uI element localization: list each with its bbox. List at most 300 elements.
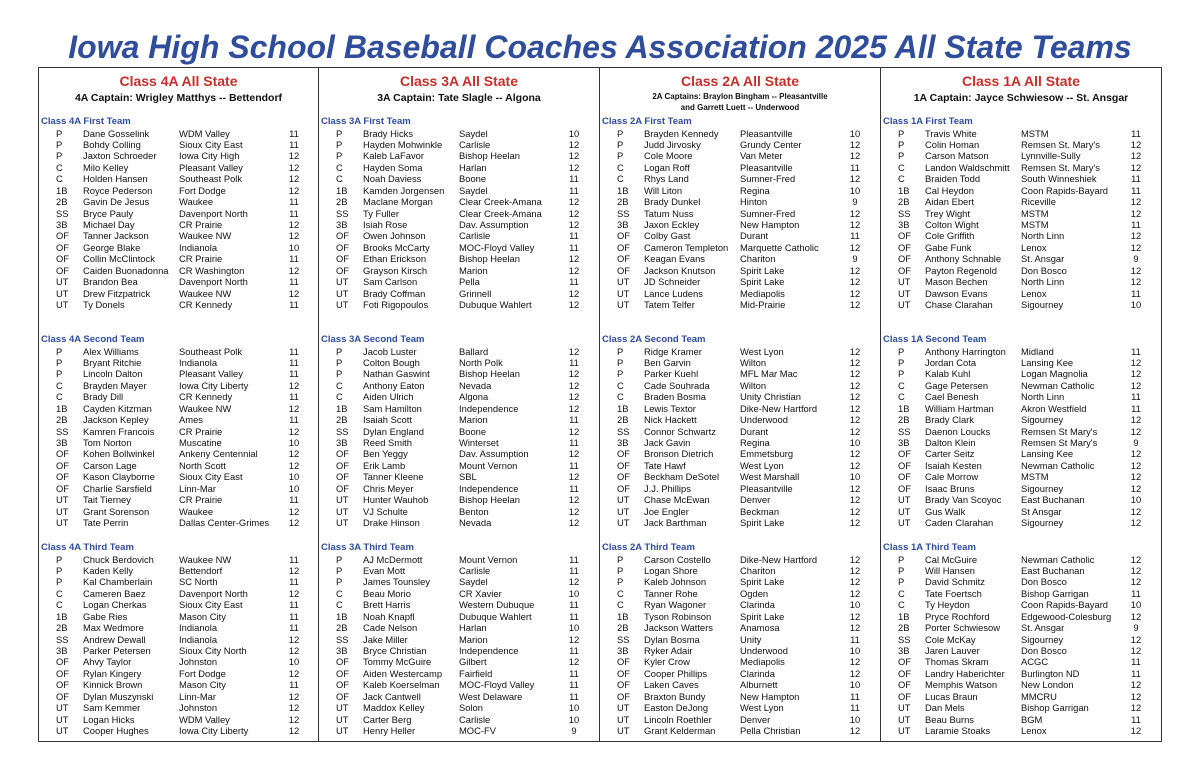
grade: 12 xyxy=(288,690,300,702)
player-name: Kaleb Koerselman xyxy=(363,679,440,691)
player-name: Tyson Robinson xyxy=(644,610,712,622)
player-row xyxy=(600,253,880,264)
player-row xyxy=(600,494,880,505)
school-name: Alburnett xyxy=(740,679,778,691)
position: UT xyxy=(56,702,69,714)
player-name: Grant Sorenson xyxy=(83,505,150,517)
player-row xyxy=(881,380,1161,391)
position: 3B xyxy=(898,645,910,656)
grade: 11 xyxy=(850,690,860,702)
position: OF xyxy=(56,448,70,460)
grade: 12 xyxy=(849,505,861,517)
player-name: Colton Wight xyxy=(925,219,979,230)
school-name: New Hampton xyxy=(740,219,800,230)
player-name: Dane Gosselink xyxy=(83,127,150,139)
school-name: Don Bosco xyxy=(1021,576,1067,588)
player-name: Brady Clark xyxy=(925,414,974,426)
player-row xyxy=(600,576,880,587)
position: 1B xyxy=(617,184,629,196)
position: C xyxy=(336,173,343,185)
school-name: Lenox xyxy=(1021,241,1047,253)
position: C xyxy=(898,391,905,403)
player-row xyxy=(881,426,1161,437)
grade: 11 xyxy=(850,633,860,645)
position: OF xyxy=(617,471,631,483)
player-name: Jacob Luster xyxy=(363,345,417,357)
team-heading: Class 4A Third Team xyxy=(41,542,134,553)
player-name: Logan Cherkas xyxy=(83,599,147,611)
grade: 11 xyxy=(569,414,579,426)
player-name: Anthony Schnable xyxy=(925,253,1002,265)
grade: 11 xyxy=(289,414,299,426)
grade: 10 xyxy=(288,482,300,494)
position: P xyxy=(336,576,343,588)
team-section xyxy=(881,116,1161,311)
position: UT xyxy=(617,505,630,517)
class-title: Class 4A All State xyxy=(119,73,238,89)
player-row xyxy=(881,208,1161,219)
player-row xyxy=(881,196,1161,207)
player-name: Foti Rigopoulos xyxy=(363,299,429,311)
player-name: Evan Mott xyxy=(363,564,406,576)
grade: 12 xyxy=(288,264,300,276)
position: C xyxy=(336,599,343,611)
position: OF xyxy=(617,690,631,702)
player-name: Sam Carlson xyxy=(363,276,418,288)
grade: 12 xyxy=(849,656,861,668)
position: C xyxy=(617,173,624,185)
school-name: Waukee NW xyxy=(179,230,232,242)
player-name: Lincoln Roethler xyxy=(644,713,712,725)
position: UT xyxy=(336,505,349,517)
player-row xyxy=(600,368,880,379)
player-name: Cal McGuire xyxy=(925,553,978,565)
player-row xyxy=(881,139,1161,150)
player-row xyxy=(881,414,1161,425)
position: SS xyxy=(898,207,911,219)
position: 3B xyxy=(336,437,348,448)
position: C xyxy=(617,587,624,599)
player-row xyxy=(600,622,880,633)
position: P xyxy=(56,150,63,162)
player-name: Bryant Ritchie xyxy=(83,356,142,368)
grade: 11 xyxy=(289,576,299,588)
grade: 10 xyxy=(568,587,580,599)
position: 1B xyxy=(56,610,68,622)
player-name: David Schmitz xyxy=(925,576,985,588)
school-name: Clear Creek-Amana xyxy=(459,196,542,208)
school-name: CR Xavier xyxy=(459,587,502,599)
grade: 11 xyxy=(289,276,299,288)
grade: 11 xyxy=(569,553,579,565)
player-name: Braden Bosma xyxy=(644,391,707,403)
grade: 12 xyxy=(288,505,300,517)
player-row xyxy=(319,346,599,357)
player-row xyxy=(39,702,318,713)
player-name: Lincoln Dalton xyxy=(83,368,143,380)
school-name: MOC-Floyd Valley xyxy=(459,679,535,691)
player-row xyxy=(600,162,880,173)
player-row xyxy=(600,611,880,622)
player-row xyxy=(39,403,318,414)
school-name: ACGC xyxy=(1021,656,1049,668)
player-name: Grayson Kirsch xyxy=(363,264,428,276)
grade: 12 xyxy=(568,138,580,150)
player-name: Jordan Cota xyxy=(925,356,977,368)
grade: 10 xyxy=(288,241,300,253)
school-name: Dike-New Hartford xyxy=(740,402,818,414)
school-name: West Lyon xyxy=(740,702,784,714)
player-row xyxy=(600,414,880,425)
player-row xyxy=(39,265,318,276)
position: SS xyxy=(336,425,349,437)
player-row xyxy=(319,219,599,230)
player-name: Kyler Crow xyxy=(644,656,690,668)
school-name: West Marshall xyxy=(740,471,800,483)
position: 1B xyxy=(898,610,910,622)
school-name: Emmetsburg xyxy=(740,448,794,460)
school-name: West Lyon xyxy=(740,459,784,471)
grade: 12 xyxy=(288,459,300,471)
player-row xyxy=(39,599,318,610)
team-heading: Class 1A Third Team xyxy=(883,542,976,553)
grade: 11 xyxy=(569,459,579,471)
position: OF xyxy=(336,253,350,265)
player-row xyxy=(39,611,318,622)
player-name: Cade Nelson xyxy=(363,622,418,634)
player-name: Alex Williams xyxy=(83,345,139,357)
position: OF xyxy=(336,459,350,471)
player-name: Isiah Rose xyxy=(363,219,408,230)
player-name: Memphis Watson xyxy=(925,679,998,691)
grade: 11 xyxy=(569,667,579,679)
position: OF xyxy=(336,656,350,668)
player-name: Daenon Loucks xyxy=(925,425,991,437)
player-name: Isaiah Scott xyxy=(363,414,412,426)
grade: 11 xyxy=(1131,713,1141,725)
class-title: Class 1A All State xyxy=(961,73,1080,89)
team-heading: Class 3A Third Team xyxy=(321,542,414,553)
player-row xyxy=(881,517,1161,528)
position: C xyxy=(898,587,905,599)
player-name: Brett Harris xyxy=(363,599,411,611)
captain-line-2: and Garrett Luett -- Underwood xyxy=(680,103,800,112)
school-name: MOC-Floyd Valley xyxy=(459,241,535,253)
school-name: Indianola xyxy=(179,356,218,368)
school-name: Remsen St Mary's xyxy=(1021,437,1098,448)
school-name: Lansing Kee xyxy=(1021,356,1074,368)
grade: 12 xyxy=(568,656,580,668)
player-row xyxy=(600,242,880,253)
player-row xyxy=(881,611,1161,622)
school-name: SC North xyxy=(179,576,218,588)
player-row xyxy=(881,576,1161,587)
position: C xyxy=(898,379,905,391)
player-name: Cal Heydon xyxy=(925,184,974,196)
player-row xyxy=(881,150,1161,161)
position: OF xyxy=(56,656,70,668)
captain-line: 1A Captain: Jayce Schwiesow -- St. Ansgar xyxy=(913,92,1129,104)
player-name: Lucas Braun xyxy=(925,690,978,702)
position: P xyxy=(336,553,343,565)
grade: 12 xyxy=(849,459,861,471)
grade: 10 xyxy=(1130,494,1142,506)
player-name: Chase McEwan xyxy=(644,494,710,506)
position: UT xyxy=(336,517,349,529)
player-row xyxy=(881,391,1161,402)
position: P xyxy=(617,345,624,357)
player-name: Drake Hinson xyxy=(363,517,420,529)
position: 1B xyxy=(336,610,348,622)
grade: 12 xyxy=(849,138,861,150)
player-row xyxy=(39,691,318,702)
player-name: Cole Griffith xyxy=(925,230,975,242)
player-row xyxy=(319,483,599,494)
school-name: Hinton xyxy=(740,196,768,208)
school-name: Dallas Center-Grimes xyxy=(179,517,270,529)
player-row xyxy=(600,437,880,448)
player-row xyxy=(39,173,318,184)
school-name: Muscatine xyxy=(179,437,222,448)
team-heading: Class 3A Second Team xyxy=(321,334,425,345)
grade: 12 xyxy=(1130,379,1142,391)
player-name: Milo Kelley xyxy=(83,161,129,173)
player-name: Sam Hamilton xyxy=(363,402,422,414)
grade: 10 xyxy=(849,645,861,656)
player-name: Cael Benesh xyxy=(925,391,979,403)
player-row xyxy=(600,185,880,196)
grade: 11 xyxy=(289,299,299,311)
position: C xyxy=(336,587,343,599)
player-row xyxy=(319,471,599,482)
player-row xyxy=(319,414,599,425)
position: 2B xyxy=(336,622,348,634)
position: OF xyxy=(898,253,912,265)
school-name: Dav. Assumption xyxy=(459,448,529,460)
player-row xyxy=(600,276,880,287)
player-name: Cameron Templeton xyxy=(644,241,729,253)
player-name: Carson Matson xyxy=(925,150,989,162)
school-name: Chariton xyxy=(740,253,776,265)
player-row xyxy=(881,288,1161,299)
position: UT xyxy=(617,702,630,714)
grade: 12 xyxy=(1130,576,1142,588)
player-name: Braiden Todd xyxy=(925,173,981,185)
position: UT xyxy=(336,713,349,725)
player-name: Kaden Kelly xyxy=(83,564,134,576)
position: SS xyxy=(56,207,69,219)
grade: 11 xyxy=(569,645,579,656)
position: P xyxy=(898,564,905,576)
player-row xyxy=(319,173,599,184)
grade: 10 xyxy=(568,622,580,634)
grade: 12 xyxy=(288,564,300,576)
position: UT xyxy=(898,725,911,737)
position: 2B xyxy=(336,414,348,426)
school-name: Spirit Lake xyxy=(740,264,785,276)
school-name: Newman Catholic xyxy=(1021,459,1095,471)
player-row xyxy=(319,448,599,459)
school-name: Waukee NW xyxy=(179,402,232,414)
grade: 12 xyxy=(1130,150,1142,162)
player-name: Cooper Phillips xyxy=(644,667,708,679)
team-section xyxy=(39,542,318,737)
position: OF xyxy=(336,230,350,242)
player-row xyxy=(319,242,599,253)
player-name: Keagan Evans xyxy=(644,253,705,265)
school-name: Lenox xyxy=(1021,725,1047,737)
player-name: Reed Smith xyxy=(363,437,412,448)
player-name: Tate Hawf xyxy=(644,459,686,471)
player-name: Tom Norton xyxy=(83,437,132,448)
school-name: Bishop Garrigan xyxy=(1021,587,1089,599)
position: UT xyxy=(617,713,630,725)
school-name: Saydel xyxy=(459,184,488,196)
grade: 12 xyxy=(849,219,861,230)
school-name: Mediapolis xyxy=(740,287,785,299)
grade: 12 xyxy=(288,184,300,196)
school-name: Linn-Mar xyxy=(179,690,216,702)
player-name: Ty Heydon xyxy=(925,599,970,611)
school-name: Indianola xyxy=(179,622,218,634)
grade: 12 xyxy=(849,448,861,460)
position: UT xyxy=(56,276,69,288)
player-row xyxy=(39,414,318,425)
player-row xyxy=(600,725,880,736)
player-row xyxy=(881,554,1161,565)
position: 3B xyxy=(56,437,68,448)
player-row xyxy=(881,128,1161,139)
team-section xyxy=(319,116,599,311)
player-name: Maddox Kelley xyxy=(363,702,425,714)
player-row xyxy=(39,679,318,690)
grade: 11 xyxy=(850,161,860,173)
player-name: Chase Clarahan xyxy=(925,299,993,311)
school-name: Grundy Center xyxy=(740,138,802,150)
position: C xyxy=(56,599,63,611)
player-row xyxy=(39,380,318,391)
school-name: Marion xyxy=(459,633,488,645)
player-name: Rhys Land xyxy=(644,173,689,185)
position: OF xyxy=(56,667,70,679)
class-4a-column xyxy=(38,67,319,742)
grade: 10 xyxy=(568,127,580,139)
player-row xyxy=(39,448,318,459)
team-section xyxy=(600,334,880,529)
grade: 10 xyxy=(849,599,861,611)
position: UT xyxy=(56,713,69,725)
school-name: Clarinda xyxy=(740,599,775,611)
player-name: Noah Knapfl xyxy=(363,610,415,622)
school-name: Newman Catholic xyxy=(1021,553,1095,565)
player-name: Kalab Kuhl xyxy=(925,368,971,380)
grade: 12 xyxy=(849,241,861,253)
position: OF xyxy=(898,459,912,471)
class-1a-column xyxy=(881,67,1162,742)
player-name: Judd Jirvosky xyxy=(644,138,701,150)
grade: 12 xyxy=(1130,505,1142,517)
grade: 9 xyxy=(852,253,858,265)
grade: 12 xyxy=(568,576,580,588)
grade: 12 xyxy=(288,173,300,185)
player-row xyxy=(881,668,1161,679)
school-name: Edgewood-Colesburg xyxy=(1021,610,1112,622)
player-name: Brady Hicks xyxy=(363,127,414,139)
school-name: Carlisle xyxy=(459,230,491,242)
player-row xyxy=(600,506,880,517)
grade: 11 xyxy=(1131,656,1141,668)
school-name: Clear Creek-Amana xyxy=(459,207,542,219)
position: OF xyxy=(617,253,631,265)
player-row xyxy=(600,150,880,161)
player-name: AJ McDermott xyxy=(363,553,423,565)
grade: 12 xyxy=(288,633,300,645)
position: SS xyxy=(898,633,911,645)
grade: 12 xyxy=(568,633,580,645)
grade: 12 xyxy=(849,368,861,380)
captain-line: 3A Captain: Tate Slagle -- Algona xyxy=(377,92,541,104)
player-row xyxy=(600,426,880,437)
player-row xyxy=(319,517,599,528)
player-row xyxy=(600,357,880,368)
player-row xyxy=(881,645,1161,656)
player-name: Beckham DeSotel xyxy=(644,471,720,483)
grade: 12 xyxy=(288,517,300,529)
position: 1B xyxy=(336,184,348,196)
grade: 12 xyxy=(1130,264,1142,276)
position: 2B xyxy=(56,622,68,634)
position: C xyxy=(898,161,905,173)
school-name: Dav. Assumption xyxy=(459,219,529,230)
team-section xyxy=(881,542,1161,737)
position: OF xyxy=(336,667,350,679)
player-name: Tanner Rohe xyxy=(644,587,698,599)
grade: 11 xyxy=(289,127,299,139)
position: P xyxy=(617,553,624,565)
position: OF xyxy=(56,253,70,265)
grade: 9 xyxy=(1133,253,1139,265)
grade: 12 xyxy=(568,391,580,403)
school-name: Sigourney xyxy=(1021,633,1064,645)
player-name: Dylan Muszynski xyxy=(83,690,154,702)
player-name: Jaxton Schroeder xyxy=(83,150,157,162)
school-name: Boone xyxy=(459,425,487,437)
player-row xyxy=(600,448,880,459)
player-row xyxy=(319,622,599,633)
player-row xyxy=(881,494,1161,505)
position: P xyxy=(617,564,624,576)
player-name: Will Hansen xyxy=(925,564,976,576)
player-row xyxy=(319,139,599,150)
player-row xyxy=(881,702,1161,713)
player-name: Dylan England xyxy=(363,425,424,437)
position: C xyxy=(617,161,624,173)
player-row xyxy=(39,565,318,576)
school-name: Saydel xyxy=(459,127,488,139)
player-row xyxy=(39,368,318,379)
school-name: Fort Dodge xyxy=(179,667,226,679)
school-name: East Buchanan xyxy=(1021,564,1085,576)
player-row xyxy=(39,426,318,437)
school-name: Clarinda xyxy=(740,667,775,679)
school-name: CR Prairie xyxy=(179,253,223,265)
player-name: Hayden Soma xyxy=(363,161,423,173)
player-name: Kason Clayborne xyxy=(83,471,155,483)
school-name: Southeast Polk xyxy=(179,173,243,185)
position: C xyxy=(336,161,343,173)
player-row xyxy=(881,588,1161,599)
player-name: Ryan Wagoner xyxy=(644,599,707,611)
